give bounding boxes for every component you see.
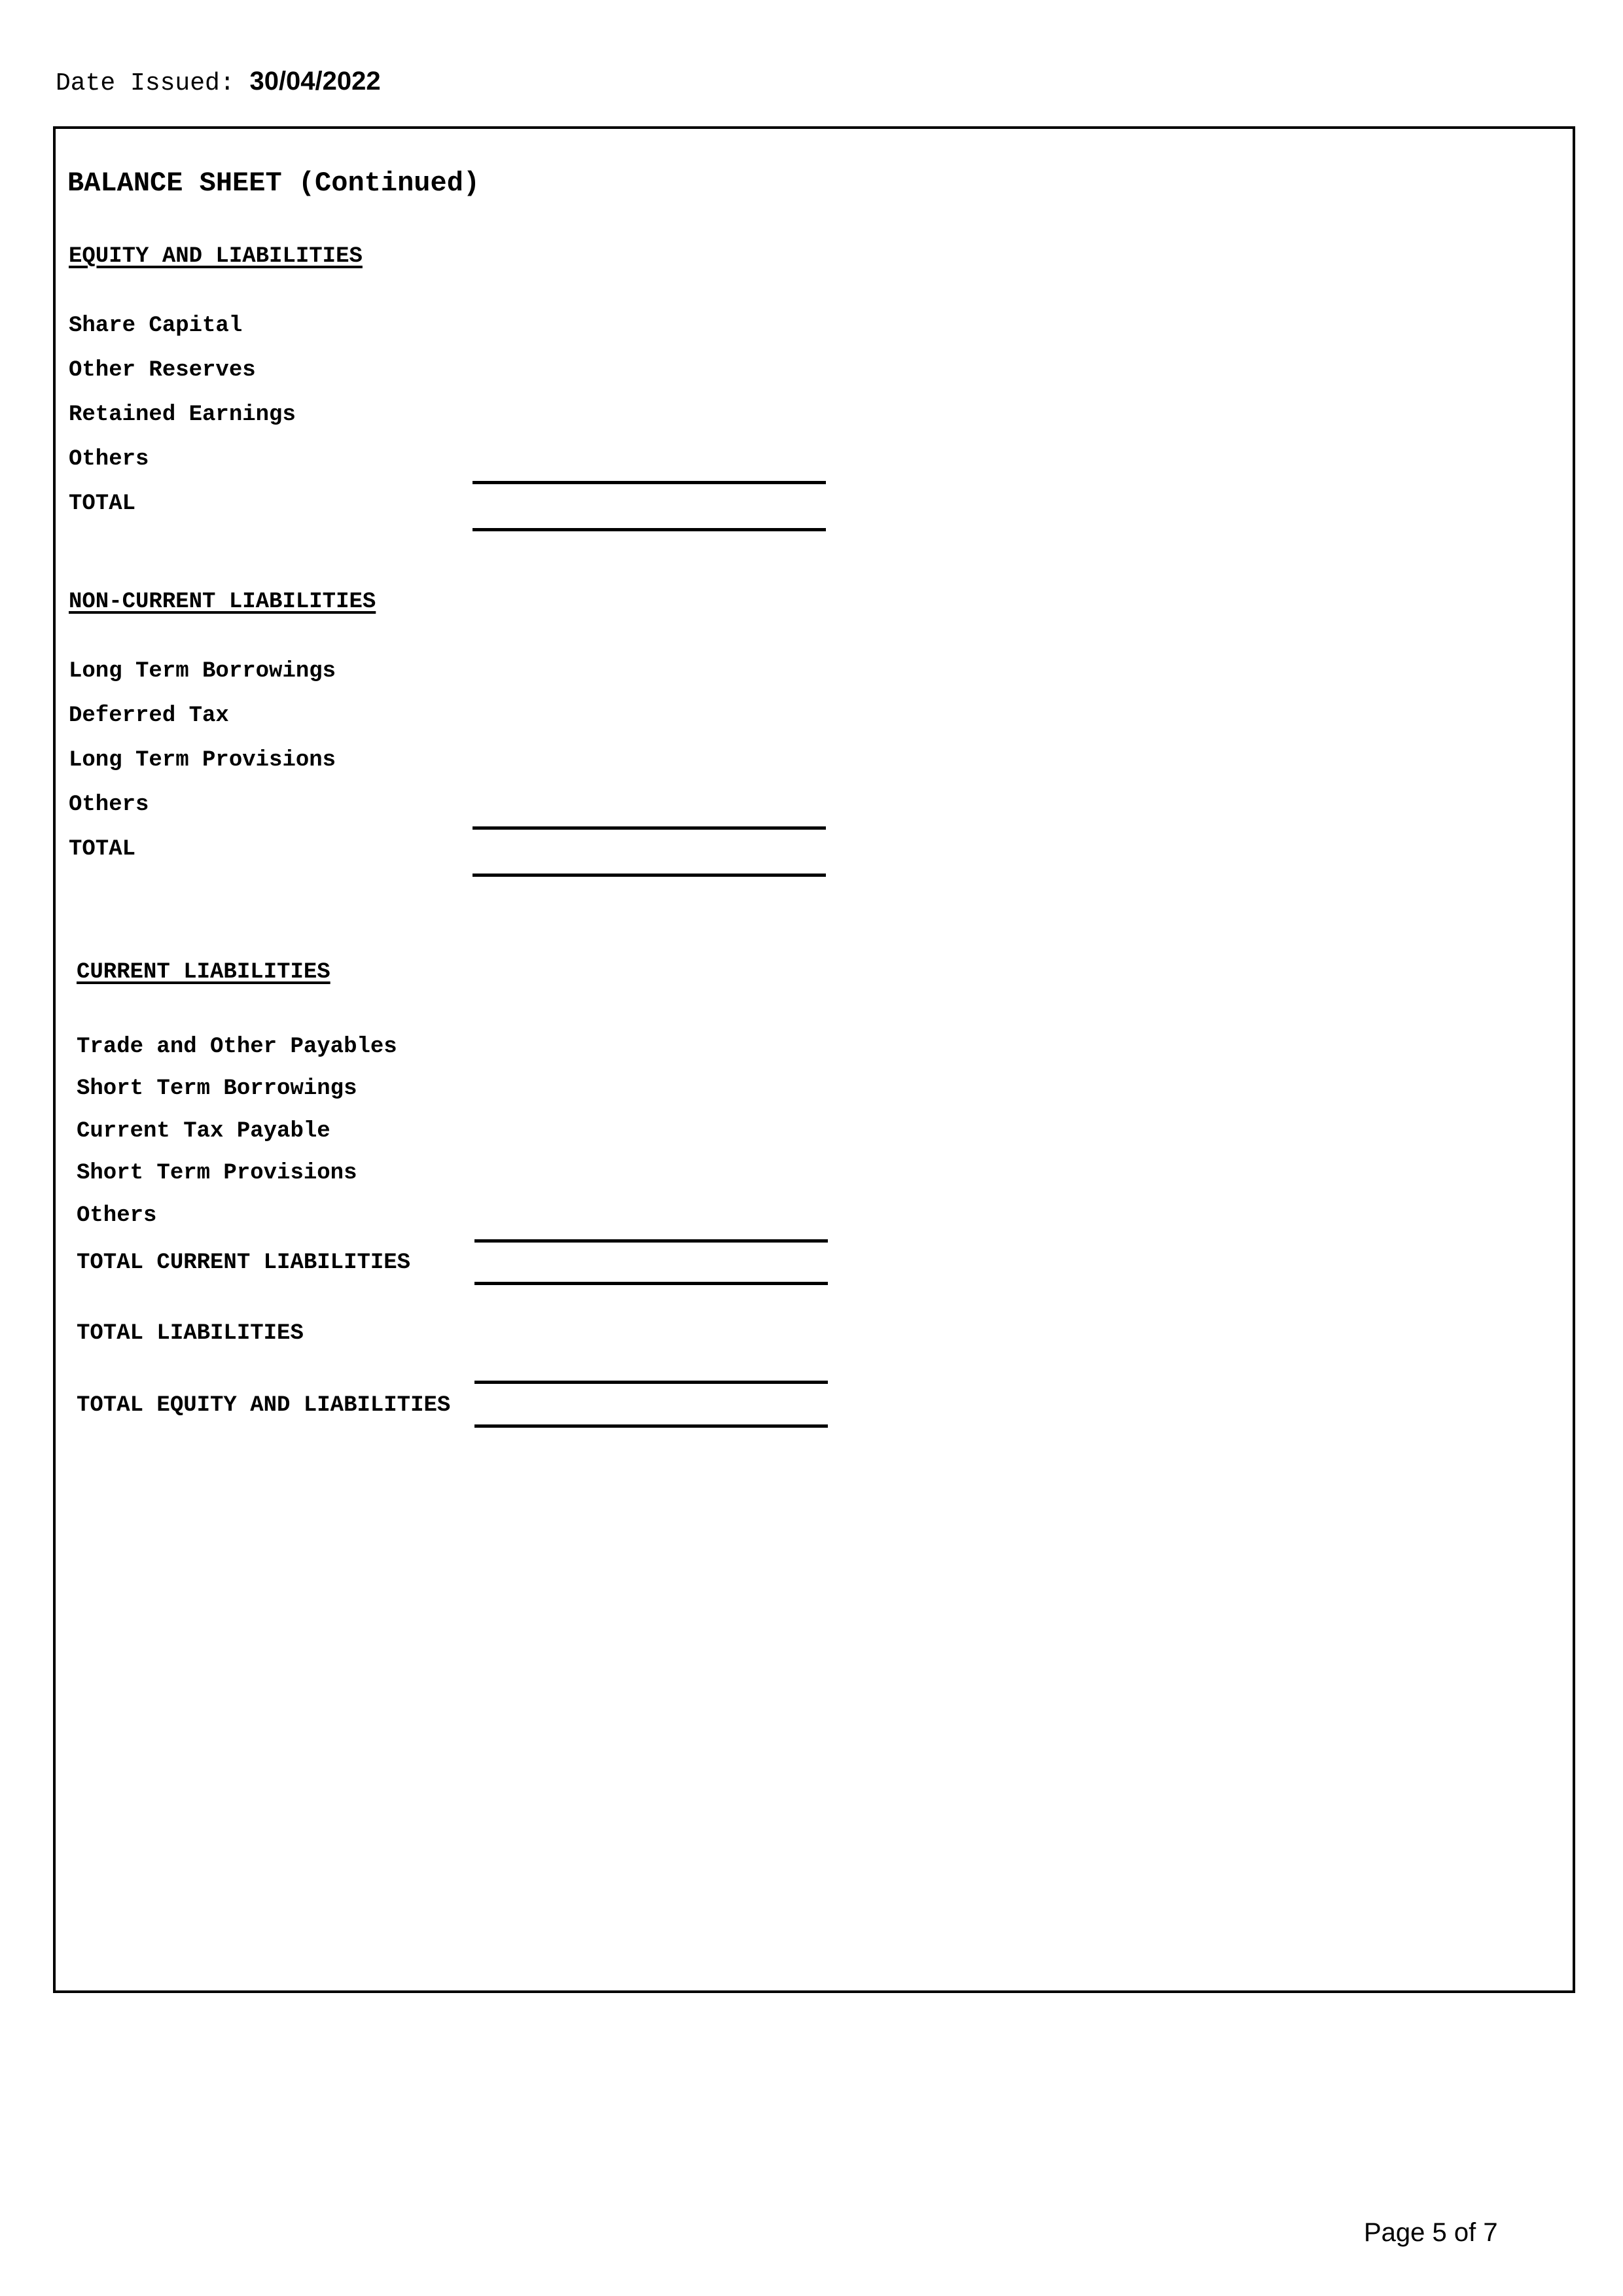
date-issued-value: 30/04/2022 [249, 67, 381, 96]
section-heading-equity-and-liabilities: EQUITY AND LIABILITIES [69, 244, 363, 269]
amount-line [473, 874, 826, 877]
form-title: BALANCE SHEET (Continued) [67, 168, 480, 199]
page-number: Page 5 of 7 [1364, 2218, 1498, 2247]
date-issued-label: Date Issued: [56, 69, 250, 97]
line-item-others-non-current: Others [69, 792, 149, 817]
line-item-others-current: Others [77, 1203, 157, 1228]
amount-line [473, 826, 826, 830]
line-item-long-term-provisions: Long Term Provisions [69, 748, 336, 773]
line-item-short-term-borrowings: Short Term Borrowings [77, 1076, 357, 1101]
line-item-other-reserves: Other Reserves [69, 358, 256, 383]
amount-line [474, 1381, 828, 1384]
line-item-long-term-borrowings: Long Term Borrowings [69, 659, 336, 684]
line-item-others-equity: Others [69, 447, 149, 472]
total-equity-and-liabilities-label: TOTAL EQUITY AND LIABILITIES [77, 1393, 451, 1418]
line-item-current-tax-payable: Current Tax Payable [77, 1119, 330, 1144]
line-item-short-term-provisions: Short Term Provisions [77, 1161, 357, 1186]
line-item-share-capital: Share Capital [69, 313, 243, 338]
balance-sheet-box [53, 126, 1575, 1993]
amount-line [474, 1424, 828, 1428]
total-row-non-current: TOTAL [69, 837, 136, 862]
line-item-retained-earnings: Retained Earnings [69, 402, 296, 427]
amount-line [474, 1239, 828, 1243]
amount-line [473, 481, 826, 484]
total-liabilities-label: TOTAL LIABILITIES [77, 1321, 304, 1346]
date-issued-line [56, 68, 381, 96]
amount-line [474, 1282, 828, 1285]
line-item-trade-and-other-payables: Trade and Other Payables [77, 1034, 397, 1059]
section-heading-non-current-liabilities: NON-CURRENT LIABILITIES [69, 590, 376, 614]
amount-line [473, 528, 826, 531]
total-row-current-liabilities: TOTAL CURRENT LIABILITIES [77, 1250, 411, 1275]
section-heading-current-liabilities: CURRENT LIABILITIES [77, 960, 330, 985]
line-item-deferred-tax: Deferred Tax [69, 703, 229, 728]
total-row-equity: TOTAL [69, 491, 136, 516]
